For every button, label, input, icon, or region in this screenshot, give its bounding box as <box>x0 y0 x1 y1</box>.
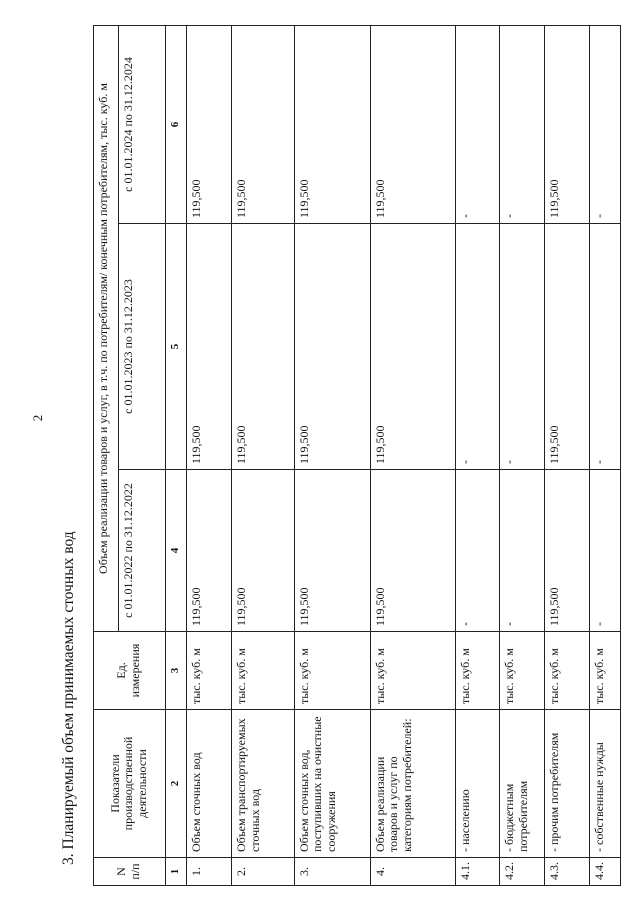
row-number: 1. <box>187 858 232 886</box>
header-period-2: с 01.01.2023 по 31.12.2023 <box>118 224 165 470</box>
row-number: 4. <box>370 858 455 886</box>
row-value: 119,500 <box>187 224 232 470</box>
row-value: 119,500 <box>232 470 295 632</box>
section-title: 3. Планируемый объем принимаемых сточных вод <box>60 531 77 865</box>
row-value: - <box>455 224 500 470</box>
row-unit: тыс. куб. м <box>370 632 455 710</box>
row-value: 119,500 <box>370 224 455 470</box>
row-unit: тыс. куб. м <box>294 632 370 710</box>
row-number: 4.2. <box>500 858 545 886</box>
index-row <box>165 25 187 885</box>
index-cell: 4 <box>165 470 187 632</box>
row-value: - <box>455 470 500 632</box>
row-value: 119,500 <box>370 470 455 632</box>
index-cell: 1 <box>165 858 187 886</box>
row-unit: тыс. куб. м <box>232 632 295 710</box>
row-value: 119,500 <box>187 25 232 223</box>
table-row <box>370 25 455 885</box>
table-row <box>544 25 589 885</box>
row-value: 119,500 <box>294 224 370 470</box>
row-value: 119,500 <box>187 470 232 632</box>
row-number: 2. <box>232 858 295 886</box>
row-unit: тыс. куб. м <box>589 632 620 710</box>
index-cell: 3 <box>165 632 187 710</box>
row-value: 119,500 <box>232 25 295 223</box>
row-number: 4.1. <box>455 858 500 886</box>
table-row <box>187 25 232 885</box>
row-value: 119,500 <box>544 470 589 632</box>
row-value: 119,500 <box>232 224 295 470</box>
row-value: 119,500 <box>544 224 589 470</box>
row-indicator: Объем сточных вод, поступивших на очистные сооружения <box>294 710 370 858</box>
row-value: 119,500 <box>294 470 370 632</box>
row-value: - <box>589 25 620 223</box>
index-cell: 5 <box>165 224 187 470</box>
row-indicator: - бюджетным потребителям <box>500 710 545 858</box>
table-row <box>294 25 370 885</box>
row-indicator: Объем реализации товаров и услуг по категориям потребителей: <box>370 710 455 858</box>
page-number: 2 <box>30 414 45 422</box>
header-group: Объем реализации товаров и услуг, в т.ч. по потребителям/ конечным потребителям, тыс. куб. м <box>94 25 119 631</box>
row-value: - <box>500 25 545 223</box>
row-indicator: - собственные нужды <box>589 710 620 858</box>
row-value: - <box>500 470 545 632</box>
row-indicator: - прочим потребителям <box>544 710 589 858</box>
row-number: 3. <box>294 858 370 886</box>
row-unit: тыс. куб. м <box>455 632 500 710</box>
index-cell: 6 <box>165 25 187 223</box>
row-indicator: Объем транспортируемых сточных вод <box>232 710 295 858</box>
header-period-1: с 01.01.2022 по 31.12.2022 <box>118 470 165 632</box>
row-number: 4.4. <box>589 858 620 886</box>
row-value: 119,500 <box>294 25 370 223</box>
table-row <box>232 25 295 885</box>
header-unit: Ед. измерения <box>94 632 166 710</box>
row-indicator: Объем сточных вод <box>187 710 232 858</box>
header-num: N п/п <box>94 858 166 886</box>
wastewater-volume-table <box>93 25 621 886</box>
row-value: - <box>500 224 545 470</box>
row-value: 119,500 <box>370 25 455 223</box>
index-cell: 2 <box>165 710 187 858</box>
header-period-3: с 01.01.2024 по 31.12.2024 <box>118 25 165 223</box>
row-value: - <box>455 25 500 223</box>
row-number: 4.3. <box>544 858 589 886</box>
table-row <box>455 25 500 885</box>
row-unit: тыс. куб. м <box>500 632 545 710</box>
row-unit: тыс. куб. м <box>187 632 232 710</box>
row-value: - <box>589 224 620 470</box>
row-unit: тыс. куб. м <box>544 632 589 710</box>
table-row <box>500 25 545 885</box>
row-value: - <box>589 470 620 632</box>
row-value: 119,500 <box>544 25 589 223</box>
row-indicator: - населению <box>455 710 500 858</box>
table-row <box>589 25 620 885</box>
header-indicator: Показатели производственной деятельности <box>94 710 166 858</box>
